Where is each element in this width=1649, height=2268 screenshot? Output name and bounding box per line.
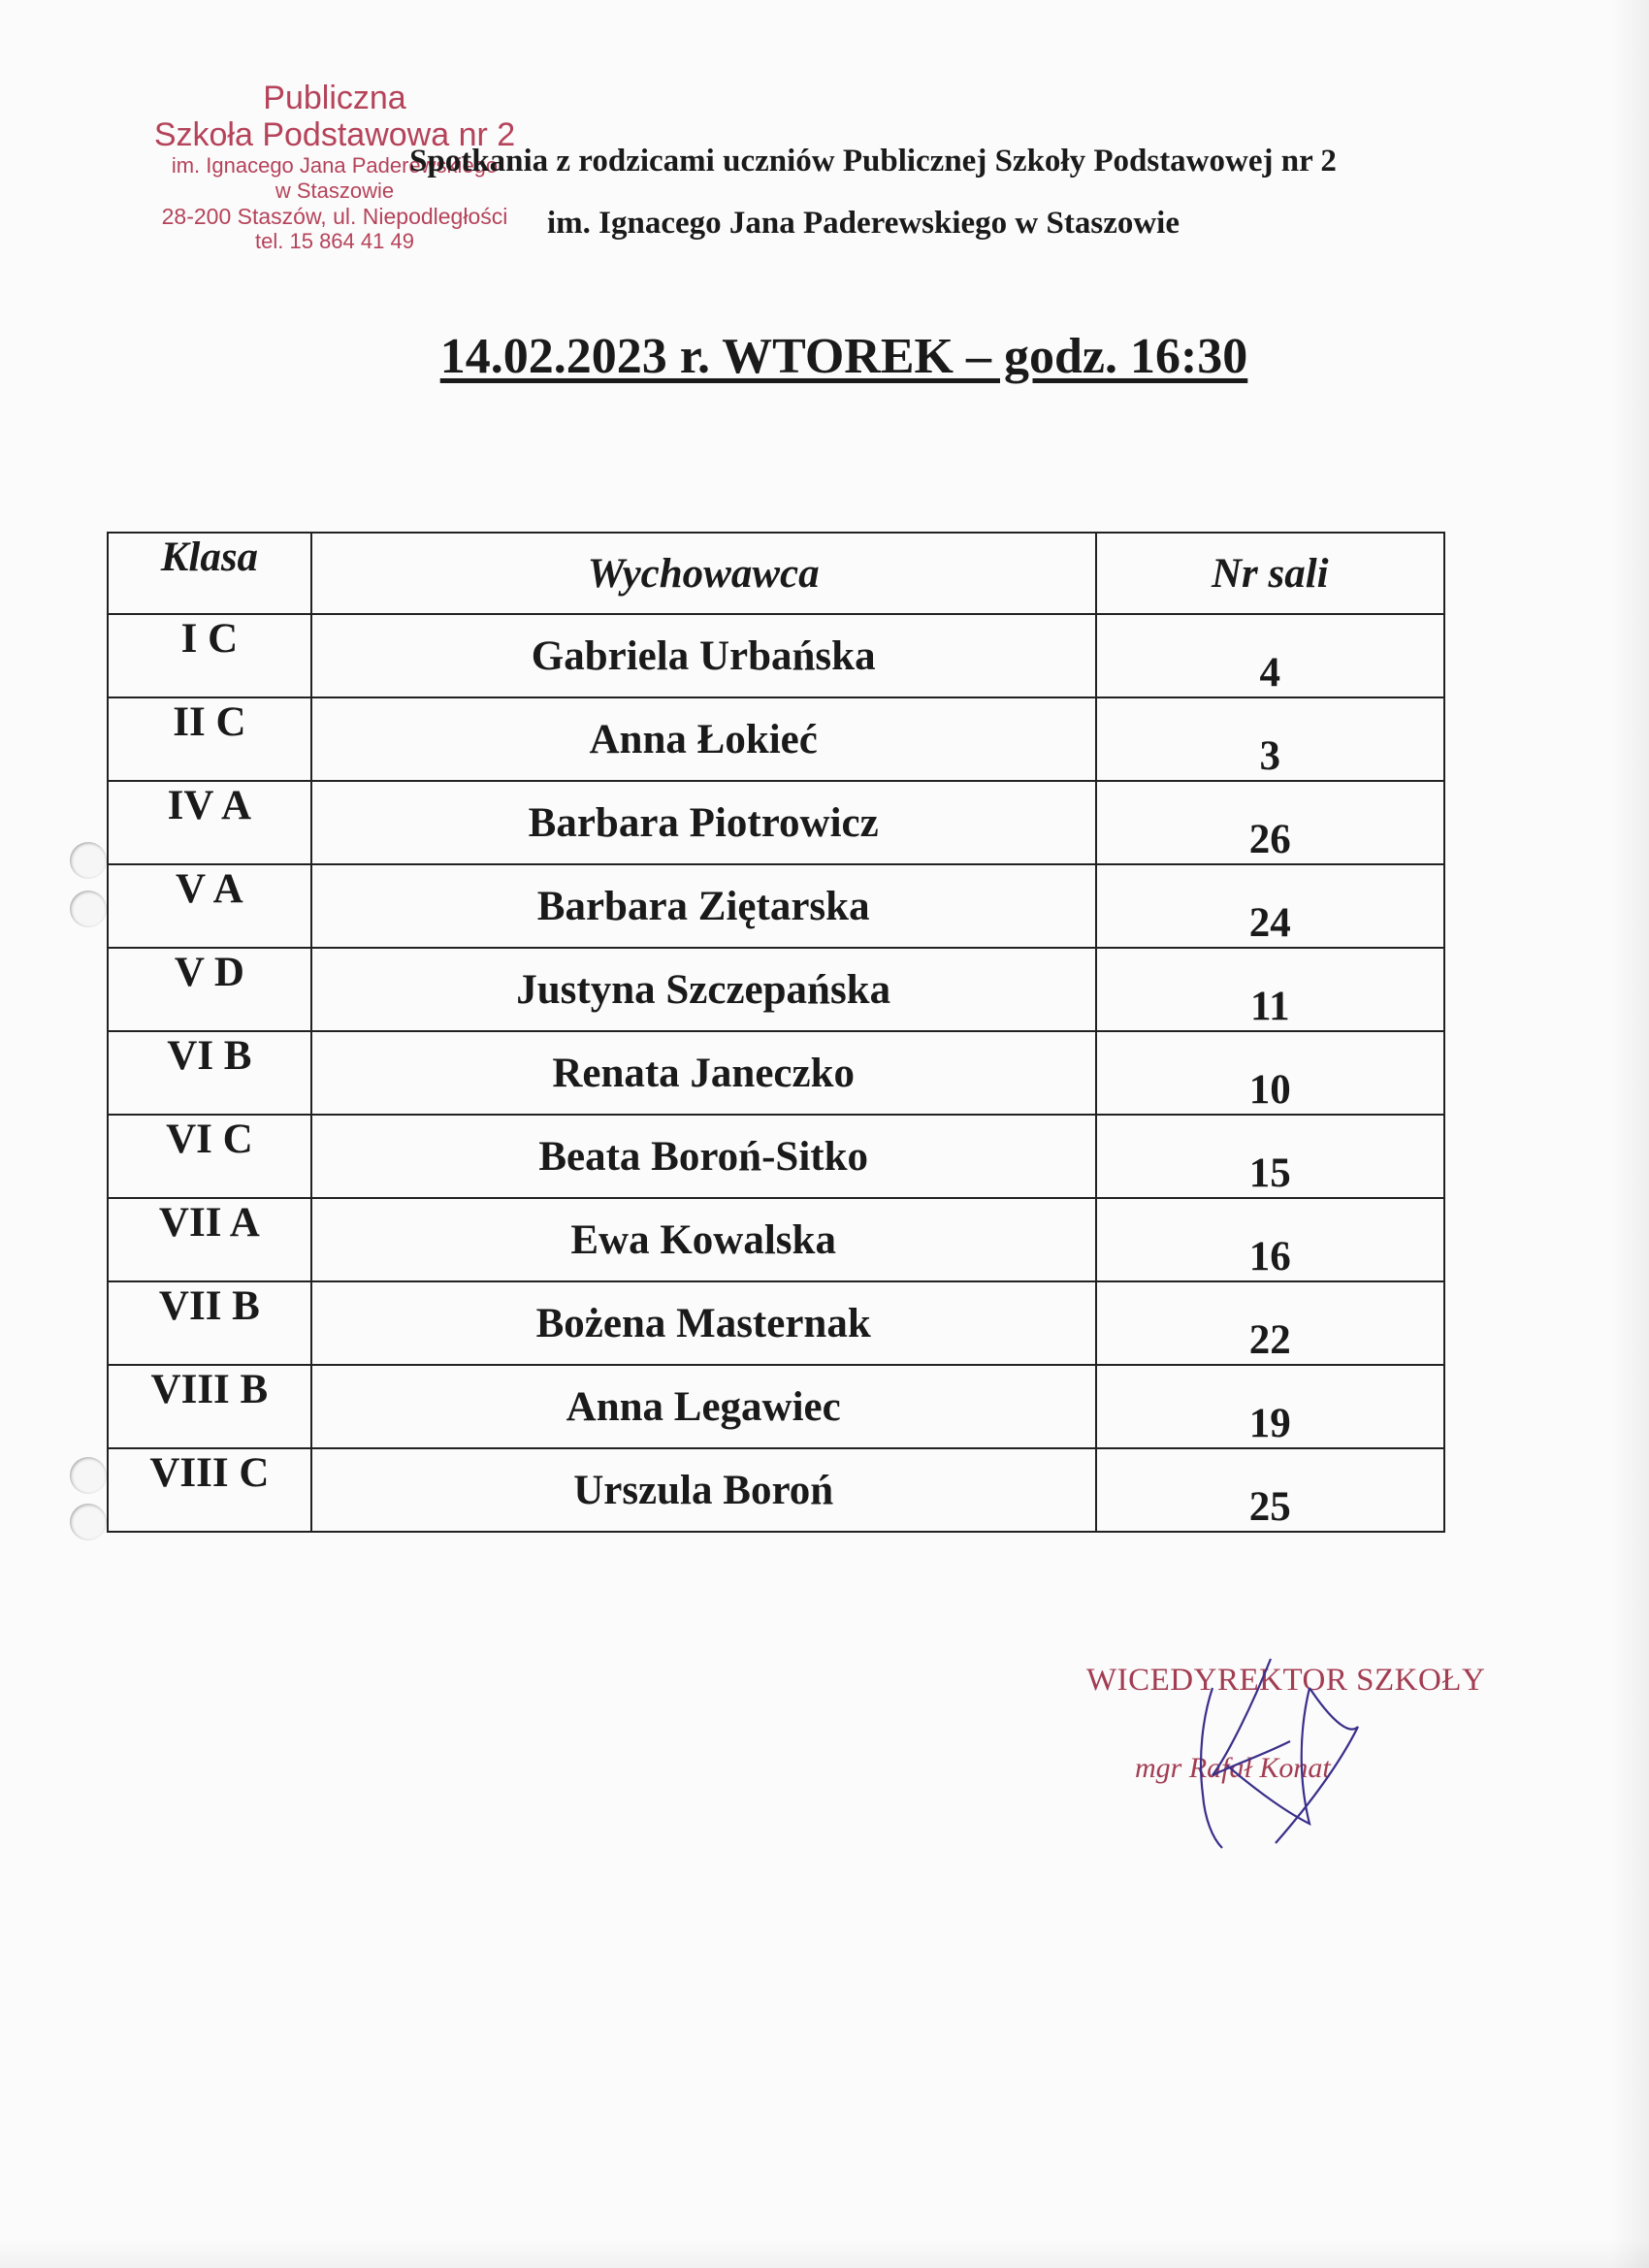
cell-nr-sali: 15	[1096, 1115, 1444, 1198]
cell-nr-sali: 16	[1096, 1198, 1444, 1281]
column-header-klasa: Klasa	[108, 533, 311, 614]
stamp-line-1: Publiczna	[263, 80, 406, 116]
column-header-nr-sali: Nr sali	[1096, 533, 1444, 614]
cell-nr-sali: 19	[1096, 1365, 1444, 1448]
handwritten-signature-icon	[1067, 1649, 1474, 1863]
cell-klasa: VI C	[108, 1115, 311, 1198]
cell-wychowawca: Renata Janeczko	[311, 1031, 1096, 1115]
cell-klasa: V A	[108, 864, 311, 948]
cell-klasa: I C	[108, 614, 311, 697]
punch-hole-mark	[70, 1457, 107, 1494]
punch-hole-mark	[70, 891, 107, 927]
cell-klasa: IV A	[108, 781, 311, 864]
cell-wychowawca: Barbara Piotrowicz	[311, 781, 1096, 864]
cell-wychowawca: Beata Boroń-Sitko	[311, 1115, 1096, 1198]
signature-title-stamp: WICEDYREKTOR SZKOŁY	[1086, 1663, 1486, 1698]
table-row	[108, 697, 1444, 781]
table-row	[108, 614, 1444, 697]
cell-wychowawca: Anna Legawiec	[311, 1365, 1096, 1448]
table-row	[108, 948, 1444, 1031]
stamp-line-4: w Staszowie	[275, 178, 395, 203]
table-row	[108, 864, 1444, 948]
document-title-line-2: im. Ignacego Jana Paderewskiego w Staszowie	[546, 206, 1180, 241]
stamp-line-2: Szkoła Podstawowa nr 2	[153, 116, 516, 153]
cell-nr-sali: 24	[1096, 864, 1444, 948]
cell-nr-sali: 25	[1096, 1448, 1444, 1532]
cell-wychowawca: Bożena Masternak	[311, 1281, 1096, 1365]
column-header-wychowawca: Wychowawca	[311, 533, 1096, 614]
cell-nr-sali: 10	[1096, 1031, 1444, 1115]
stamp-line-5: 28-200 Staszów, ul. Niepodległości	[161, 204, 508, 229]
cell-klasa: VIII B	[108, 1365, 311, 1448]
scan-bottom-shadow	[0, 2239, 1649, 2268]
document-title-line-1: Spotkania z rodzicami uczniów Publicznej Szkoły Podstawowej nr 2	[409, 144, 1337, 178]
signature-name-stamp: mgr Rafał Konat	[1135, 1752, 1331, 1784]
cell-nr-sali: 3	[1096, 697, 1444, 781]
cell-wychowawca: Ewa Kowalska	[311, 1198, 1096, 1281]
cell-klasa: VII B	[108, 1281, 311, 1365]
table-row	[108, 1031, 1444, 1115]
cell-wychowawca: Justyna Szczepańska	[311, 948, 1096, 1031]
cell-klasa: II C	[108, 697, 311, 781]
table-row	[108, 1198, 1444, 1281]
meeting-schedule-table	[107, 532, 1445, 1533]
punch-hole-mark	[70, 1504, 107, 1540]
cell-klasa: VIII C	[108, 1448, 311, 1532]
punch-hole-mark	[70, 842, 107, 879]
cell-nr-sali: 26	[1096, 781, 1444, 864]
cell-wychowawca: Anna Łokieć	[311, 697, 1096, 781]
stamp-line-3: im. Ignacego Jana Paderewskiego	[171, 153, 499, 178]
signature-block	[1067, 1649, 1486, 1863]
cell-klasa: VI B	[108, 1031, 311, 1115]
cell-nr-sali: 4	[1096, 614, 1444, 697]
cell-klasa: V D	[108, 948, 311, 1031]
table-row	[108, 1115, 1444, 1198]
table-header-row	[108, 533, 1444, 614]
table-row	[108, 1365, 1444, 1448]
cell-wychowawca: Barbara Ziętarska	[311, 864, 1096, 948]
table-row	[108, 1281, 1444, 1365]
stamp-line-6: tel. 15 864 41 49	[255, 229, 414, 253]
table-row	[108, 1448, 1444, 1532]
meeting-date-line: 14.02.2023 r. WTOREK – godz. 16:30	[439, 329, 1248, 384]
cell-wychowawca: Urszula Boroń	[311, 1448, 1096, 1532]
cell-nr-sali: 22	[1096, 1281, 1444, 1365]
cell-nr-sali: 11	[1096, 948, 1444, 1031]
cell-klasa: VII A	[108, 1198, 311, 1281]
cell-wychowawca: Gabriela Urbańska	[311, 614, 1096, 697]
table-row	[108, 781, 1444, 864]
